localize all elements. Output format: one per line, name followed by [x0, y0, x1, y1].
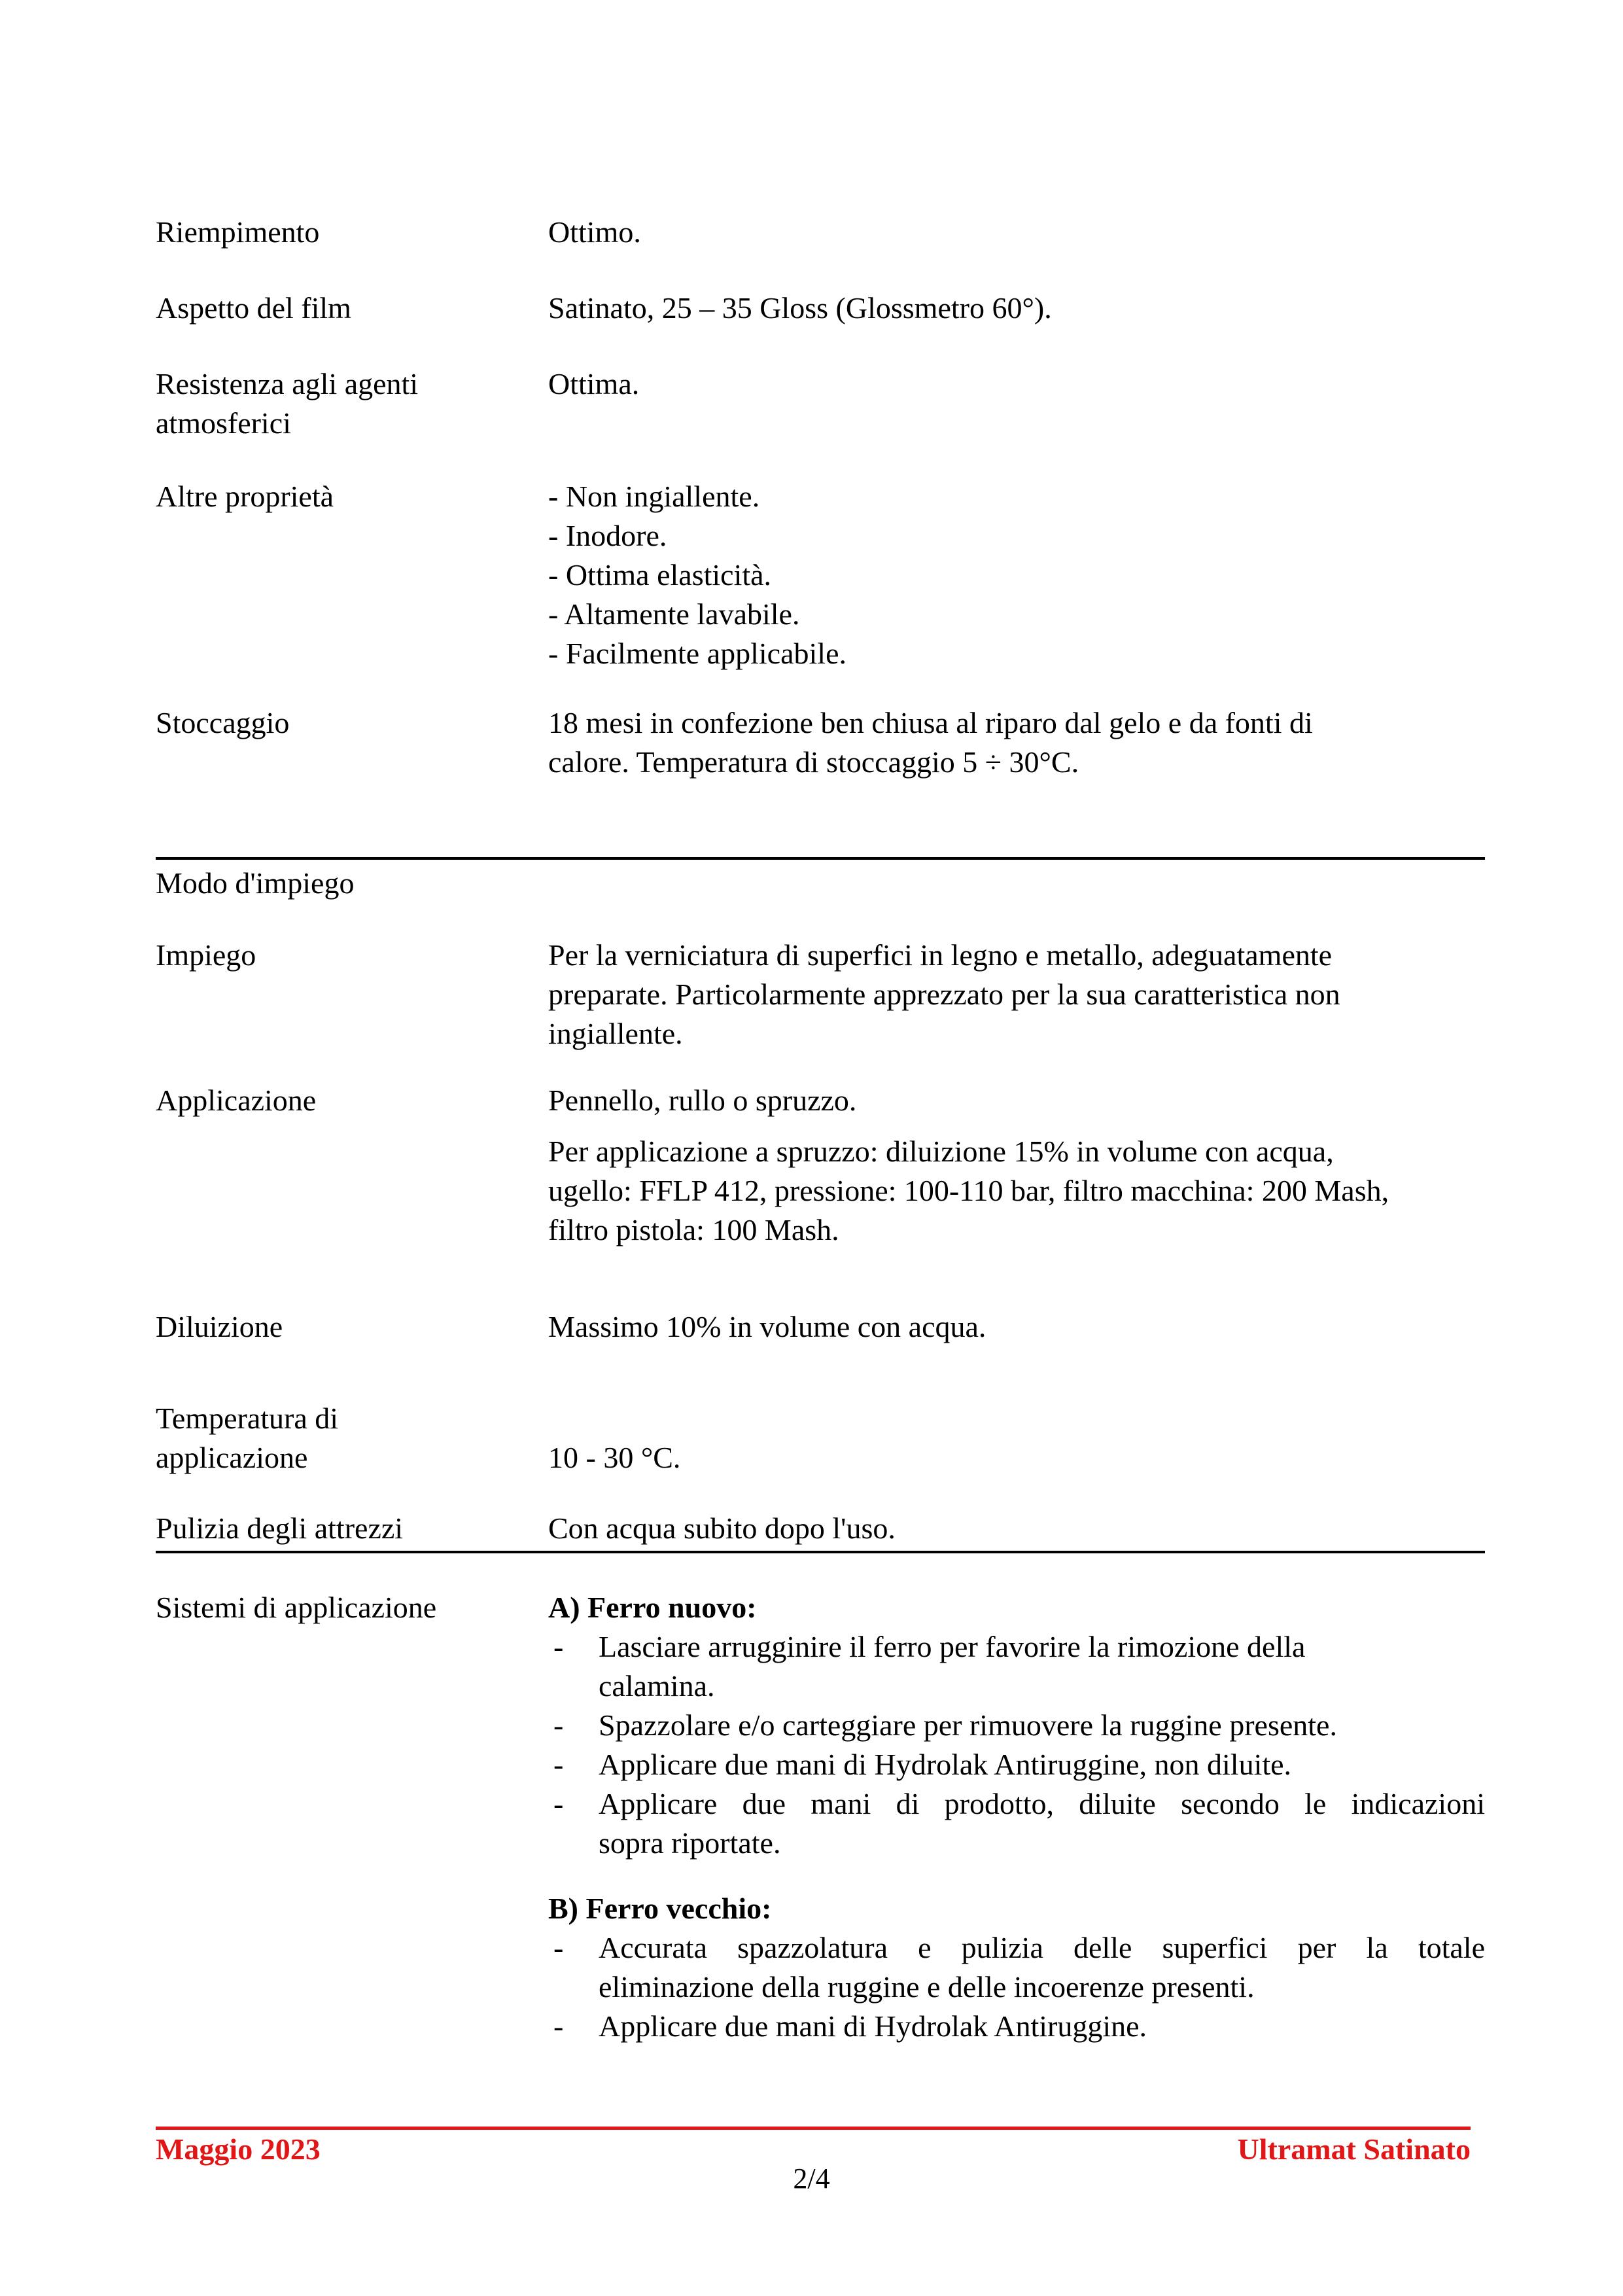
text-line: Aspetto del film — [156, 291, 351, 325]
spec-row-diluizione — [156, 1307, 1485, 1347]
text-line — [548, 1399, 1485, 1438]
spec-label — [156, 364, 548, 443]
text-line: - Facilmente applicabile. — [548, 637, 846, 670]
spec-value — [548, 289, 1485, 328]
section-title-modo-dimpiego — [156, 864, 1485, 903]
spec-row-applicazione — [156, 1081, 1485, 1120]
text-line: Resistenza agli agenti — [156, 367, 419, 400]
spec-label — [156, 477, 548, 516]
text-line: Riempimento — [156, 215, 320, 249]
spec-label — [156, 703, 548, 743]
bullet-dash: - — [553, 2009, 564, 2043]
spec-value — [548, 1132, 1485, 1250]
text-line: calore. Temperatura di stoccaggio 5 ÷ 30°C. — [548, 745, 1079, 779]
text-line: Pennello, rullo o spruzzo. — [548, 1084, 857, 1117]
text-line: applicazione — [156, 1441, 308, 1474]
text-line: Sistemi di applicazione — [156, 1591, 437, 1624]
spec-value — [548, 364, 1485, 404]
bullet-dash: - — [553, 1748, 564, 1781]
bullet-text — [599, 1784, 1485, 1863]
spec-row-sistemi-di-applicazione — [156, 1588, 1485, 1863]
spec-row-altre-proprieta — [156, 477, 1485, 673]
text-line: ugello: FFLP 412, pressione: 100-110 bar, filtro macchina: 200 Mash, — [548, 1174, 1389, 1207]
spec-value — [548, 1889, 1485, 2046]
text-line: eliminazione della ruggine e delle incoerenze presenti. — [599, 1970, 1255, 2004]
spec-value — [548, 477, 1485, 673]
text-line: Applicare due mani di Hydrolak Antiruggine, non diluite. — [599, 1748, 1292, 1781]
footer-rule-red — [156, 2127, 1471, 2130]
text-line: Temperatura di — [156, 1402, 339, 1435]
text-line: 10 - 30 °C. — [548, 1441, 681, 1474]
spec-value — [548, 1588, 1485, 1863]
text-line: ingiallente. — [548, 1017, 683, 1050]
text-line: Per applicazione a spruzzo: diluizione 15% in volume con acqua, — [548, 1135, 1334, 1168]
bullet-text — [599, 1745, 1485, 1784]
text-line: filtro pistola: 100 Mash. — [548, 1213, 839, 1246]
text-line: - Inodore. — [548, 519, 667, 552]
bullet-item — [548, 2007, 1485, 2046]
text-line: Stoccaggio — [156, 706, 290, 739]
spec-row-resistenza-agenti — [156, 364, 1485, 443]
spec-value — [548, 1399, 1485, 1477]
text-line: Applicare due mani di prodotto, diluite secondo le indicazioni — [599, 1787, 1485, 1820]
text-line: Ottima. — [548, 367, 640, 400]
text-line: Applicazione — [156, 1084, 317, 1117]
spec-row-applicazione-spruzzo — [156, 1132, 1485, 1250]
footer — [156, 2127, 1471, 2166]
bullet-item — [548, 1784, 1485, 1863]
text-line: 18 mesi in confezione ben chiusa al riparo dal gelo e da fonti di — [548, 706, 1313, 739]
spec-row-pulizia-attrezzi — [156, 1509, 1485, 1548]
spec-row-aspetto-del-film — [156, 289, 1485, 328]
spec-label — [156, 1307, 548, 1347]
text-line: Con acqua subito dopo l'uso. — [548, 1511, 896, 1545]
spec-label — [156, 936, 548, 975]
spec-value — [548, 1307, 1485, 1347]
bullet-dash: - — [548, 480, 559, 513]
text-line: Spazzolare e/o carteggiare per rimuovere la ruggine presente. — [599, 1708, 1337, 1742]
divider-rule — [156, 1551, 1485, 1553]
bullet-text — [599, 1627, 1485, 1706]
spec-value — [548, 1081, 1485, 1120]
spec-label — [156, 1081, 548, 1120]
page-number: 2/4 — [793, 2163, 830, 2195]
bullet-text — [599, 1706, 1485, 1745]
text-line: A) Ferro nuovo: — [548, 1591, 757, 1624]
bullet-item — [548, 1706, 1485, 1745]
spec-value — [548, 1509, 1485, 1548]
footer-product-name: Ultramat Satinato — [1237, 2132, 1471, 2166]
text-line: Massimo 10% in volume con acqua. — [548, 1310, 986, 1343]
text-line: - Non ingiallente. — [548, 480, 760, 513]
spec-row-stoccaggio — [156, 703, 1485, 782]
text-line: Altre proprietà — [156, 480, 334, 513]
text-line: Per la verniciatura di superfici in legno e metallo, adeguatamente — [548, 938, 1333, 972]
bullet-text — [599, 1928, 1485, 2007]
spec-row-impiego — [156, 936, 1485, 1053]
bullet-dash: - — [553, 1630, 564, 1663]
spec-table — [156, 0, 1485, 2046]
text-line: - Ottima elasticità. — [548, 558, 772, 592]
text-line: B) Ferro vecchio: — [548, 1892, 772, 1925]
spec-row-ferro-vecchio — [156, 1889, 1485, 2046]
text-line: atmosferici — [156, 406, 291, 440]
bullet-dash: - — [553, 1708, 564, 1742]
footer-text-row — [156, 2132, 1471, 2166]
bullet-item — [548, 1928, 1485, 2007]
text-line: Accurata spazzolatura e pulizia delle superfici per la totale — [599, 1931, 1485, 1964]
footer-date: Maggio 2023 — [156, 2132, 321, 2166]
spec-label — [156, 1509, 548, 1548]
text-line: Satinato, 25 – 35 Gloss (Glossmetro 60°). — [548, 291, 1052, 325]
spec-row-riempimento — [156, 213, 1485, 252]
spec-label — [156, 1588, 548, 1627]
bullet-dash: - — [553, 1931, 564, 1964]
text-line: Modo d'impiego — [156, 866, 355, 900]
text-line: sopra riportate. — [599, 1826, 781, 1860]
bullet-text — [599, 2007, 1485, 2046]
spec-label — [156, 213, 548, 252]
text-line: Lasciare arrugginire il ferro per favorire la rimozione della — [599, 1630, 1306, 1663]
text-line: preparate. Particolarmente apprezzato per la sua caratteristica non — [548, 978, 1340, 1011]
spec-value — [548, 703, 1485, 782]
text-line: - Altamente lavabile. — [548, 597, 800, 631]
spec-label — [156, 289, 548, 328]
spec-label — [156, 1399, 548, 1477]
text-line: Pulizia degli attrezzi — [156, 1511, 404, 1545]
divider-rule — [156, 857, 1485, 860]
text-line: calamina. — [599, 1669, 715, 1703]
spec-value — [548, 936, 1485, 1053]
text-line: Impiego — [156, 938, 256, 972]
text-line: Applicare due mani di Hydrolak Antiruggine. — [599, 2009, 1147, 2043]
text-line: Ottimo. — [548, 215, 641, 249]
spec-row-temperatura-applicazione — [156, 1399, 1485, 1477]
bullet-item — [548, 1745, 1485, 1784]
bullet-item — [548, 1627, 1485, 1706]
spec-value — [548, 213, 1485, 252]
text-line: Diluizione — [156, 1310, 283, 1343]
bullet-dash: - — [553, 1787, 564, 1820]
